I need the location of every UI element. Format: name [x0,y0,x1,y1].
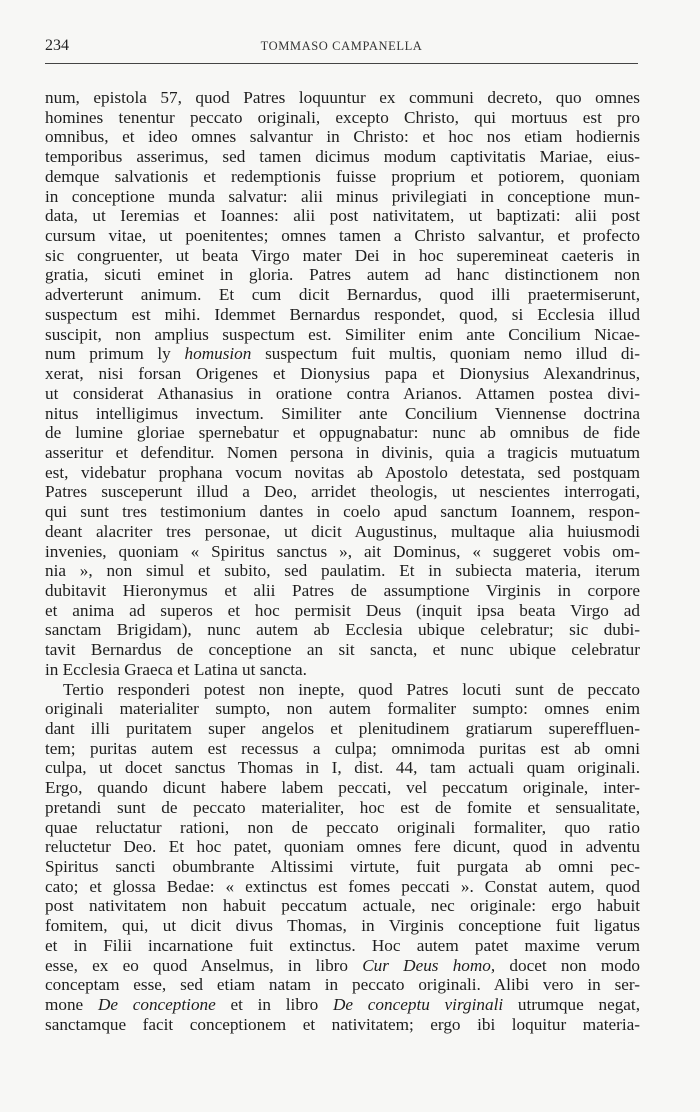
text-line [45,167,640,187]
italic-title: homusion [184,344,252,364]
header-rule [45,63,638,64]
text-run: et in libro [215,995,333,1015]
text-run: originali materialiter sumpto, non autem formaliter sumpto: omnes enim [45,699,640,719]
text-line [45,640,640,660]
text-run: culpa, ut docet sanctus Thomas in I, dist. 44, tam actuali quam originali. [45,758,640,778]
text-run: suspectum est mihi. Idemmet Bernardus respondet, quod, si Ecclesia illud [45,304,640,324]
text-run: sic congruenter, ut beata Virgo mater Dei in hoc superemineat caeteris in [45,245,640,265]
text-line [45,778,640,798]
text-line [45,601,640,621]
text-line [45,108,640,128]
text-run: dubitavit Hieronymus et alii Patres de assumptione Virginis in corpore [45,580,640,600]
text-run: docet non modo [495,955,640,975]
text-run: pretandi sunt de peccato materialiter, hoc est de fomite et sensualitate, [45,797,640,817]
text-run: num primum ly [45,344,185,364]
text-line [45,561,640,581]
text-run: sanctam Brigidam), nunc autem ab Ecclesia ubique celebratur; sic dubi- [45,620,640,640]
text-run: Patres susceperunt illud a Deo, arridet theologis, ut nescientes interrogati, [45,482,640,502]
text-run: dant illi puritatem super angelos et plenitudinem gratiarum supereffluen- [45,719,640,738]
text-run: qui sunt tres testimonium dantes in coelo apud sanctum Ioannem, respon- [45,502,640,522]
text-run: utrumque negat, [503,995,640,1015]
text-run: esse, ex eo quod Anselmus, in libro [45,955,363,975]
text-run: in conceptione munda salvatur: alii minus privilegiati in conceptione mun- [45,186,640,206]
text-run: num, epistola 57, quod Patres loquuntur ex communi decreto, quo omnes [45,88,640,107]
text-run: quae reluctatur rationi, non de peccato originali formaliter, quo ratio [45,817,640,837]
text-run: nitus intelligimus invectum. Similiter ante Concilium Viennense doctrina [45,403,640,423]
text-run: asseritur et defenditur. Nomen persona in divinis, quia a tragicis mutuatum [45,442,640,462]
text-line [45,522,640,542]
text-run: tavit Bernardus de conceptione an sit sancta, et nunc ubique celebratur [45,640,640,660]
text-line [45,680,640,700]
text-line [45,305,640,325]
text-line [45,88,640,108]
text-line [45,660,640,680]
text-run: et in Filii incarnatione fuit extinctus. Hoc autem patet maxime verum [45,935,640,955]
text-run: sanctamque facit conceptionem et nativitatem; ergo ibi loquitur materia- [45,1014,640,1034]
text-run: deant alacriter tres personae, ut dicit Augustinus, multaque alia huiusmodi [45,521,640,541]
running-head: TOMMASO CAMPANELLA [260,39,423,53]
page-number: 234 [45,37,69,54]
text-run: conceptam esse, sed etiam natam in peccato originali. Alibi vero in ser- [45,975,640,995]
text-line [45,956,640,976]
text-run: cato; et glossa Bedae: « extinctus est fomes peccati ». Constat autem, quod [45,876,640,896]
text-line [45,581,640,601]
text-run: Spiritus sancti obumbrante Altissimi virtute, fuit purgata ab omni pec- [45,857,640,877]
text-line [45,443,640,463]
text-run: omnibus, et ideo omnes salvantur in Christo: et hoc nos etiam hodiernis [45,127,640,147]
text-line [45,285,640,305]
text-line [45,975,640,995]
text-run: cursum vitae, ut poenitentes; omnes tamen a Christo salvantur, et profecto [45,226,640,246]
text-run: Ergo, quando dicunt habere labem peccati, vel peccatum originale, inter- [45,778,640,798]
text-run: ut considerat Athanasius in oratione contra Arianos. Attamen postea divi- [45,383,640,403]
text-run: suscipit, non amplius suspectum est. Similiter enim ante Concilium Nicae- [45,324,640,344]
italic-title: De conceptu virginali [332,995,504,1015]
text-run: et anima ad superos et hoc permisit Deus (inquit ipsa beata Virgo ad [45,600,640,620]
text-run: temporibus asserimus, sed tamen dicimus modum captivitatis Mariae, eius- [45,147,640,167]
text-line [45,246,640,266]
text-line [45,857,640,877]
text-run: in Ecclesia Graeca et Latina ut sancta. [45,659,307,679]
text-line [45,404,640,424]
italic-title: De conceptione [97,995,216,1015]
text-run: homines tenentur peccato originali, excepto Christo, qui mortuus est pro [45,107,640,127]
text-run: reluctetur Deo. Et hoc patet, quoniam omnes fere dicunt, quod in adventu [45,837,640,857]
text-line [45,384,640,404]
text-run: de lumine gloriae spernebatur et oppugnabatur: nunc ab omnibus de fide [45,423,640,443]
text-line [45,1015,640,1035]
text-line [45,463,640,483]
text-run: adverterunt animum. Et cum dicit Bernardus, quod illi praetermiserunt, [45,285,640,305]
text-run: tem; puritas autem est recessus a culpa; omnimoda puritas est ab omni [45,738,640,758]
text-line [45,896,640,916]
text-line [45,502,640,522]
text-line [45,187,640,207]
text-line [45,265,640,285]
text-line [45,995,640,1015]
text-run: gratia, sicuti eminet in gloria. Patres autem ad hanc distinctionem non [45,265,640,285]
text-line [45,325,640,345]
text-run: mone [45,995,98,1015]
text-line [45,798,640,818]
text-line [45,818,640,838]
text-line [45,936,640,956]
text-line [45,542,640,562]
text-line [45,620,640,640]
text-line [45,423,640,443]
text-line [45,344,640,364]
page-header [45,37,638,57]
text-run: demque salvationis et redemptionis fuisse proprium et potiorem, quoniam [45,166,640,186]
text-line [45,482,640,502]
text-run: Tertio responderi potest non inepte, quod Patres locuti sunt de peccato [63,679,640,699]
text-line [45,699,640,719]
text-run: post nativitatem non habuit peccatum actuale, nec originale: ergo habuit [45,896,640,916]
text-line [45,127,640,147]
body-text [45,88,640,1035]
text-line [45,206,640,226]
text-line [45,226,640,246]
text-line [45,739,640,759]
text-run: nia », non simul et subito, sed paulatim. Et in subiecta materia, iterum [45,561,640,581]
text-run: xerat, nisi forsan Origenes et Dionysius papa et Dionysius Alexandrinus, [45,364,640,384]
text-run: invenies, quoniam « Spiritus sanctus », ait Dominus, « suggeret vobis om- [45,541,640,561]
text-line [45,877,640,897]
text-line [45,758,640,778]
text-line [45,719,640,739]
text-line [45,364,640,384]
text-line [45,837,640,857]
text-line [45,916,640,936]
text-run: fomitem, qui, ut dicit divus Thomas, in Virginis conceptione fuit ligatus [45,916,640,936]
text-run: est, videbatur prophana vocum novitas ab Apostolo detestata, sed postquam [45,462,640,482]
text-run: data, ut Ieremias et Ioannes: alii post nativitatem, ut baptizati: alii post [45,206,640,226]
italic-title: Cur Deus homo, [362,955,496,975]
text-line [45,147,640,167]
text-run: suspectum fuit multis, quoniam nemo illud di- [251,344,640,364]
